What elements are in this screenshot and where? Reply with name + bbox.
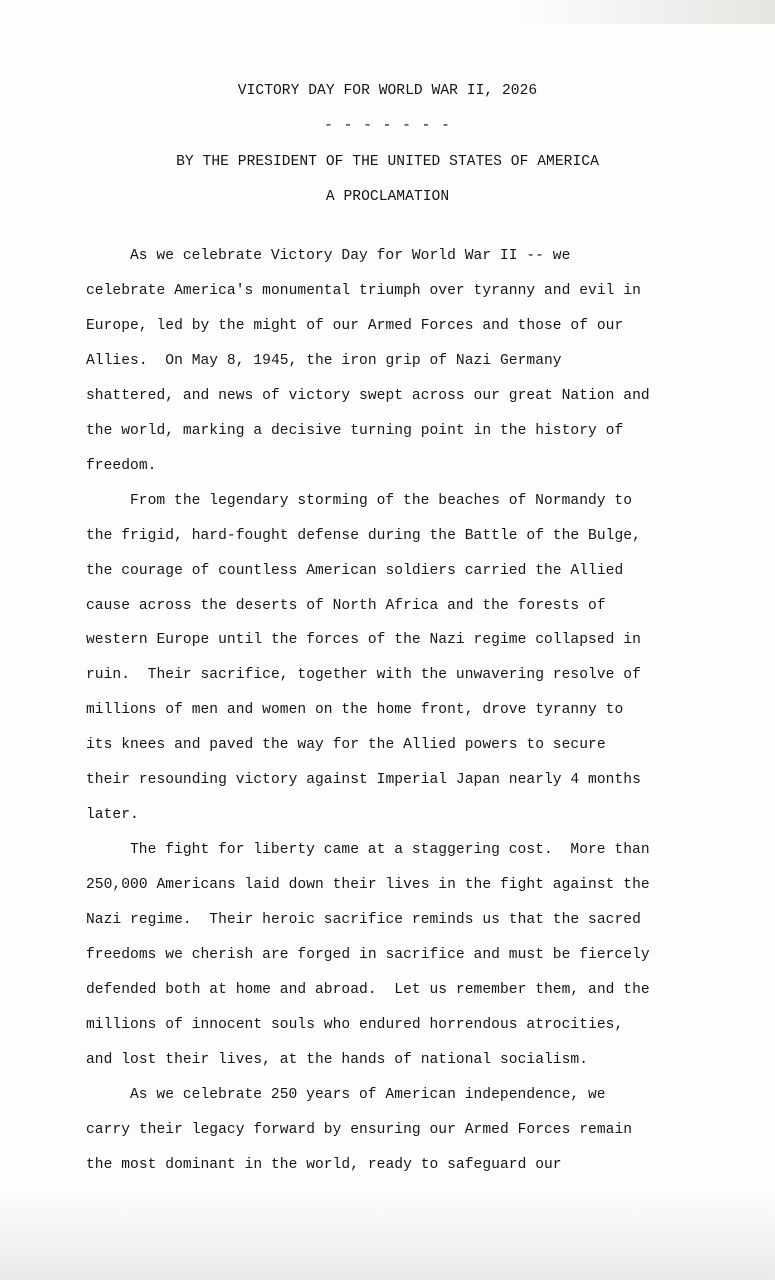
text-line: Nazi regime. Their heroic sacrifice reminds us that the sacred [86,912,641,929]
text-line: millions of men and women on the home front, drove tyranny to [86,702,624,719]
text-line: As we celebrate 250 years of American independence, we [130,1086,606,1103]
text-line: its knees and paved the way for the Allied powers to secure [86,737,606,754]
paragraph-1 [86,239,706,484]
text-line: the world, marking a decisive turning point in the history of [86,422,624,439]
text-line: shattered, and news of victory swept across our great Nation and [86,387,650,404]
text-line: western Europe until the forces of the Nazi regime collapsed in [86,632,641,649]
paragraph-2 [86,484,706,834]
text-line: and lost their lives, at the hands of national socialism. [86,1051,589,1068]
issuer-line: BY THE PRESIDENT OF THE UNITED STATES OF AMERICA [176,154,599,170]
text-line: 250,000 Americans laid down their lives in the fight against the [86,877,650,894]
text-line: From the legendary storming of the beaches of Normandy to [130,492,633,509]
text-line: the courage of countless American soldiers carried the Allied [86,562,624,579]
paragraph-3 [86,833,706,1078]
title-separator: - - - - - - - [324,118,451,134]
document-type: A PROCLAMATION [325,189,450,205]
text-line: the most dominant in the world, ready to safeguard our [86,1156,562,1173]
text-line: freedom. [86,457,157,474]
text-line: Allies. On May 8, 1945, the iron grip of Nazi Germany [86,352,562,369]
text-line: freedoms we cherish are forged in sacrifice and must be fiercely [86,947,650,964]
text-line: cause across the deserts of North Africa and the forests of [86,597,606,614]
text-line: millions of innocent souls who endured horrendous atrocities, [86,1016,624,1033]
text-line: later. [86,807,139,824]
text-line: the frigid, hard-fought defense during the Battle of the Bulge, [86,527,641,544]
text-line: Europe, led by the might of our Armed Forces and those of our [86,317,624,334]
text-line: The fight for liberty came at a staggering cost. More than [130,842,650,859]
proclamation-title: VICTORY DAY FOR WORLD WAR II, 2026 [237,83,538,99]
text-line: carry their legacy forward by ensuring our Armed Forces remain [86,1121,633,1138]
text-line: their resounding victory against Imperial Japan nearly 4 months [86,772,641,789]
paragraph-4 [86,1078,706,1183]
text-line: celebrate America's monumental triumph over tyranny and evil in [86,282,641,299]
text-line: defended both at home and abroad. Let us remember them, and the [86,982,650,999]
text-line: As we celebrate Victory Day for World War II -- we [130,248,571,264]
proclamation-body [86,239,706,1183]
text-line: ruin. Their sacrifice, together with the unwavering resolve of [86,667,641,684]
